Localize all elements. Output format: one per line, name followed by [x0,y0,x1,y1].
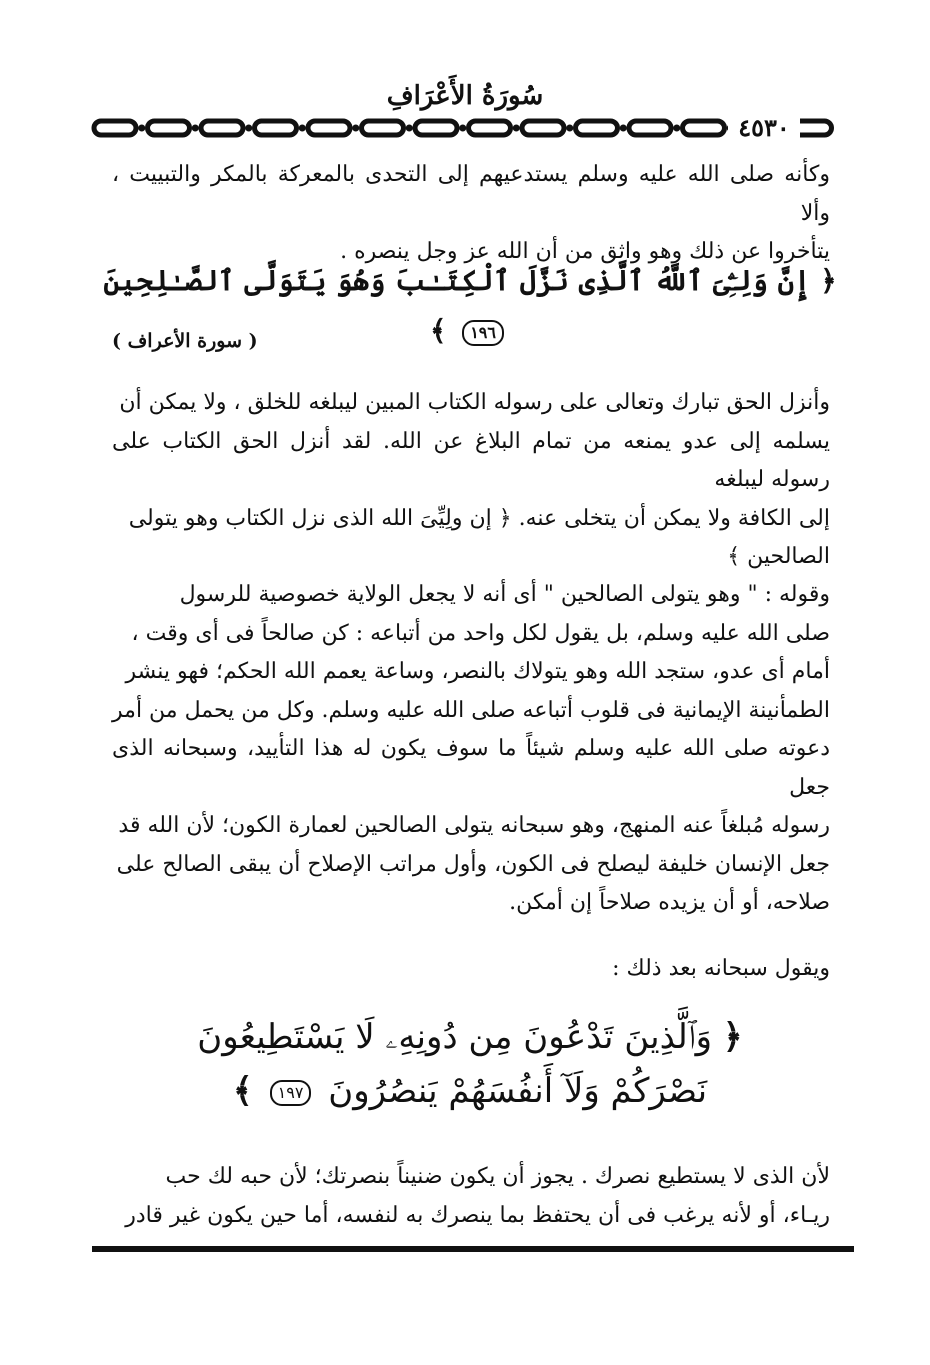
chain-link [308,121,350,135]
verse-text: وَٱلَّذِينَ تَدْعُونَ مِن دُونِهِۦ لَا يَسْتَطِيعُونَ [197,1017,712,1057]
chain-link [201,121,243,135]
verse-close-bracket: ﴾ [430,314,447,347]
chain-link [683,121,725,135]
chain-link [576,121,618,135]
verse-open-bracket: ﴿ [820,264,837,297]
chain-dot [406,125,413,132]
text-line: يتأخروا عن ذلك وهو واثق من أن الله عز وجل ينصره . [340,239,830,264]
intro-paragraph [112,156,830,272]
paragraph-1 [112,384,830,577]
verse-open-bracket: ﴿ [722,1017,743,1057]
chain-dot [620,125,627,132]
chain-dot [673,125,680,132]
chain-link [629,121,671,135]
chain-link [469,121,511,135]
text-line: صلاحه، أو أن يزيده صلاحاً إن أمكن. [509,890,830,915]
chain-link [255,121,297,135]
text-line: إلى الكافة ولا يمكن أن يتخلى عنه. ﴿ إن ولِيِّىَ الله الذى نزل الكتاب وهو يتولى [128,505,830,531]
text-line: ويقول سبحانه بعد ذلك : [612,956,830,981]
text-line: لأن الذى لا يستطيع نصرك . يجوز أن يكون ضنيناً بنصرتك؛ لأن حبه لك حب [165,1164,830,1189]
paragraph-2 [112,576,830,923]
verse-line-2 [100,1064,840,1118]
verse-line-1 [100,1010,840,1064]
transition-line [112,950,830,989]
chain-dot [513,125,520,132]
surah-header-title: سُورَةُ الأَعْرَافِ [386,81,544,111]
chain-dot [352,125,359,132]
paragraph-3 [112,1158,830,1235]
text-line: الصالحين ﴾ [727,544,830,569]
chain-link [94,121,136,135]
chain-dot [138,125,145,132]
text-line: جعل الإنسان خليفة ليصلح فى الكون، وأول مراتب الإصلاح أن يبقى الصالح على [116,851,830,877]
bottom-rule [92,1246,854,1252]
text-line: وقوله : " وهو يتولى الصالحين " أى أنه لا يجعل الولاية خصوصية للرسول [179,582,830,607]
chain-dot [299,125,306,132]
chain-dot [459,125,466,132]
text-line: وكأنه صلى الله عليه وسلم يستدعيهم إلى التحدى بالمعركة بالمكر والتبييت ، وألا [112,162,830,226]
chain-link [522,121,564,135]
chain-link [148,121,190,135]
text-line: صلى الله عليه وسلم، بل يقول لكل واحد من أتباعه : كن صالحاً فى أى وقت ، [131,620,830,646]
verse-text: إِنَّ وَلِـِّۧىَ ٱللَّهُ ٱلَّذِى نَزَّلَ ٱلْكِتَـٰبَ وَهُوَ يَتَوَلَّى ٱلصَّـٰلِحِينَ [103,264,811,297]
text-line: الطمأنينة الإيمانية فى قلوب أتباعه صلى الله عليه وسلم. وكل من يحمل من أمر [112,697,830,723]
quran-verse-197 [100,1010,840,1118]
verse-close-bracket: ﴾ [232,1071,253,1111]
ayah-number-badge: ١٩٦ [462,320,504,346]
text-line: ريـاء، أو لأنه يرغب فى أن يحتفظ بما ينصرك به لنفسه، أما حين يكون غير قادر [125,1202,830,1228]
verse-text: نَصْرَكُمْ وَلَآ أَنفُسَهُمْ يَنصُرُونَ [328,1071,708,1111]
chain-dot [192,125,199,132]
ayah-number-badge: ١٩٧ [270,1080,312,1106]
chain-link [415,121,457,135]
text-line: رسوله مُبلغاً عنه المنهج، وهو سبحانه يتولى الصالحين لعمارة الكون؛ لأن الله قد [118,813,830,838]
text-line: وأنزل الحق تبارك وتعالى على رسوله الكتاب المبين ليبلغه للخلق ، ولا يمكن أن [119,390,830,415]
text-line: دعوته صلى الله عليه وسلم شيئاً ما سوف يكون له هذا التأييد، وسبحانه الذى جعل [112,736,830,800]
chain-dot [245,125,252,132]
text-line: أمام أى عدو، ستجد الله وهو يتولاك بالنصر، وساعة يعمم الله الحكم؛ فهو ينشر [125,659,830,684]
chain-dot [566,125,573,132]
chain-link [362,121,404,135]
page-number: ٤٥٣٠ [728,112,800,144]
surah-reference: ( سورة الأعراف ) [112,330,258,352]
text-line: يسلمه إلى عدو يمنعه من تمام البلاغ عن الله. لقد أنزل الحق الكتاب على رسوله ليبلغه [112,428,830,492]
